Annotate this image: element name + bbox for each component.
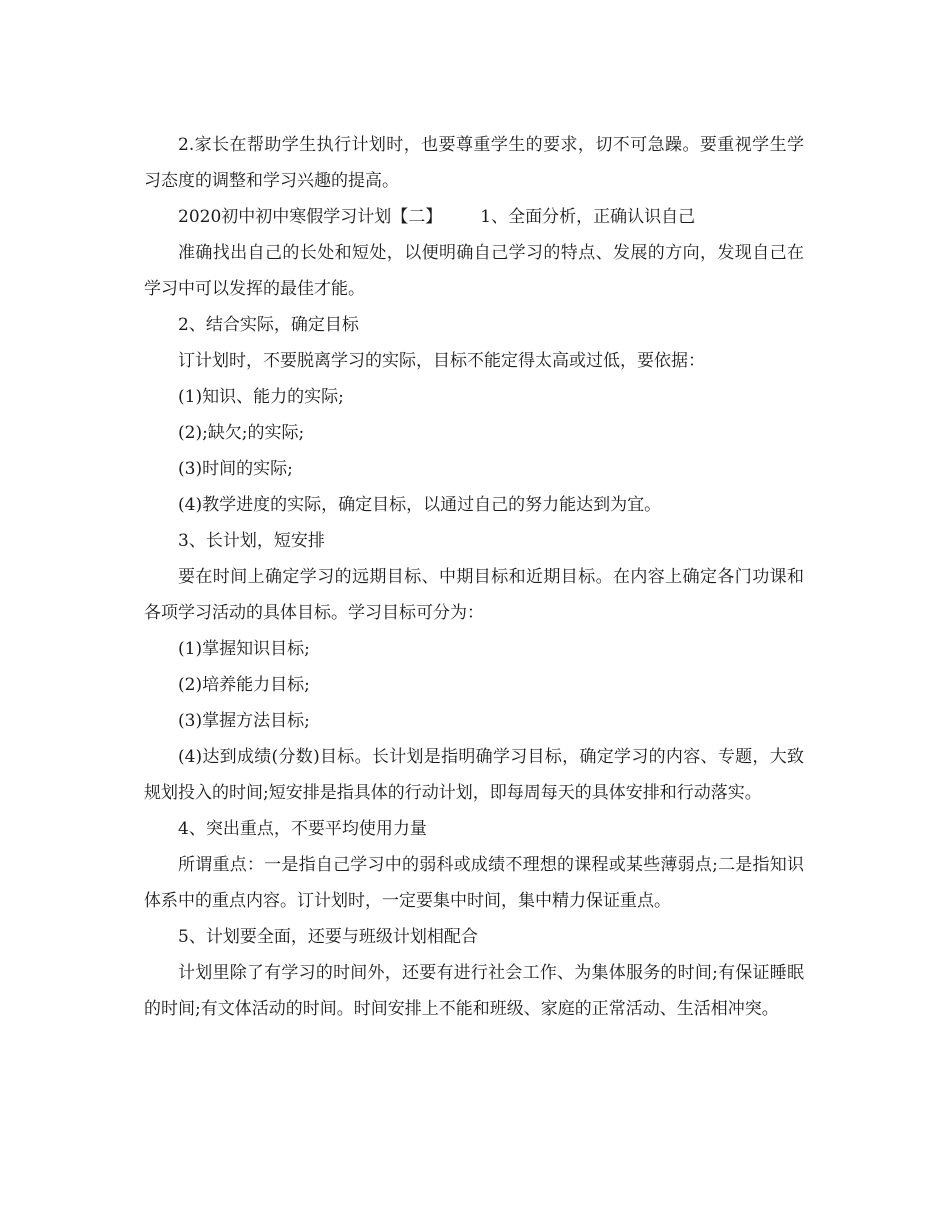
document-body (144, 127, 804, 1027)
heading-analysis: 1、全面分析，正确认识自己 (480, 207, 696, 227)
paragraph-goal-levels: 要在时间上确定学习的远期目标、中期目标和近期目标。在内容上确定各门功课和各项学习活动的具体目标。学习目标可分为： (144, 567, 804, 623)
list-item-knowledge: (1)知识、能力的实际; (178, 387, 344, 407)
list-item-method: (3)掌握方法目标; (178, 711, 310, 731)
list-item-ability: (2)培养能力目标; (178, 675, 310, 695)
list-item-time: (3)时间的实际; (178, 459, 293, 479)
list-item-weakness: (2);缺欠;的实际; (178, 423, 305, 443)
heading-focus: 4、突出重点，不要平均使用力量 (178, 819, 427, 839)
paragraph-planning-basis: 订计划时，不要脱离学习的实际，目标不能定得太高或过低，要依据： (178, 351, 705, 371)
heading-set-goals: 2、结合实际，确定目标 (178, 315, 359, 335)
heading-comprehensive: 5、计划要全面，还要与班级计划相配合 (178, 927, 478, 947)
paragraph-focus: 所谓重点：一是指自己学习中的弱科或成绩不理想的课程或某些薄弱点;二是指知识体系中的重点内容。订计划时，一定要集中时间，集中精力保证重点。 (144, 855, 804, 911)
list-item-progress: (4)教学进度的实际，确定目标，以通过自己的努力能达到为宜。 (178, 495, 662, 515)
heading-long-short: 3、长计划，短安排 (178, 531, 325, 551)
paragraph-parent-advice: 2.家长在帮助学生执行计划时，也要尊重学生的要求，切不可急躁。要重视学生学习态度的调整和学习兴趣的提高。 (144, 135, 804, 191)
list-item-master-knowledge: (1)掌握知识目标; (178, 639, 310, 659)
paragraph-score-goal: (4)达到成绩(分数)目标。长计划是指明确学习目标，确定学习的内容、专题，大致规划投入的时间;短安排是指具体的行动计划，即每周每天的具体安排和行动落实。 (144, 747, 804, 803)
paragraph-self-knowledge: 准确找出自己的长处和短处，以便明确自己学习的特点、发展的方向，发现自己在学习中可以发挥的最佳才能。 (144, 243, 804, 299)
plan-title: 2020初中初中寒假学习计划【二】 (178, 207, 443, 227)
paragraph-comprehensive: 计划里除了有学习的时间外，还要有进行社会工作、为集体服务的时间;有保证睡眠的时间;有文体活动的时间。时间安排上不能和班级、家庭的正常活动、生活相冲突。 (144, 963, 804, 1019)
section-title-line (144, 199, 804, 235)
